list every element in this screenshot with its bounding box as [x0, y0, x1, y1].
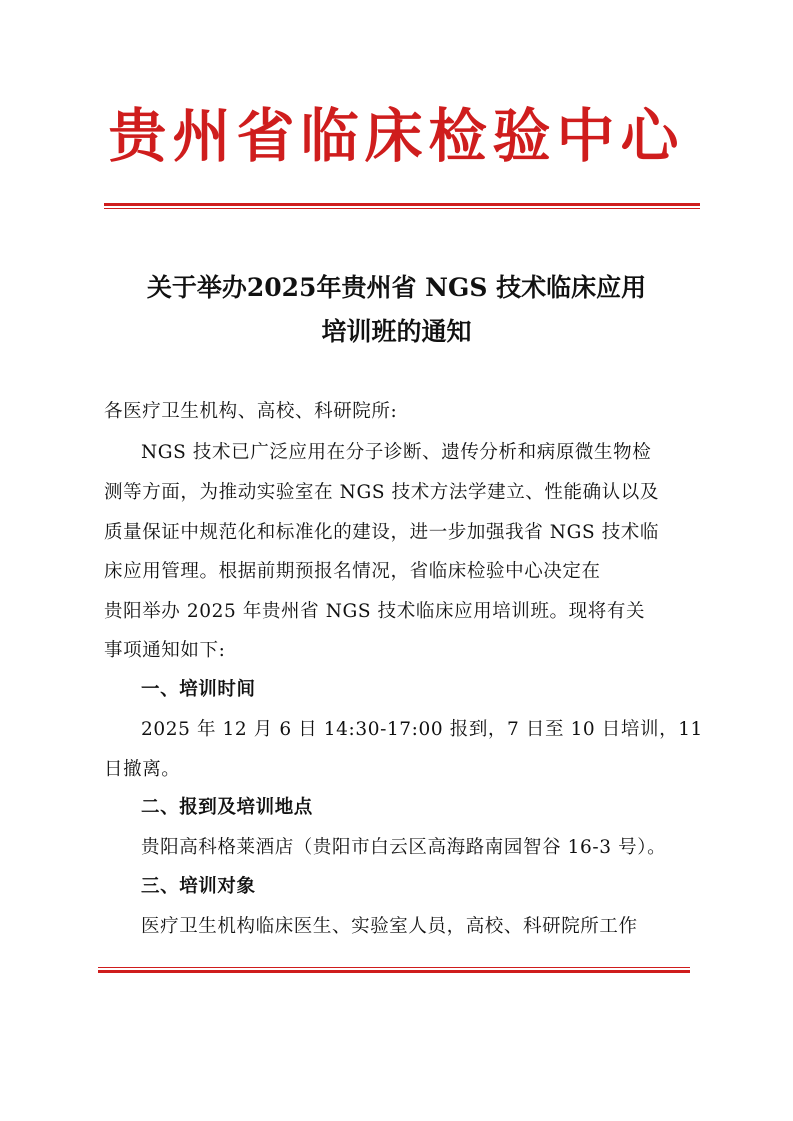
- section-heading-time: 一、培训时间: [141, 679, 256, 700]
- intro-line: NGS 技术已广泛应用在分子诊断、遗传分析和病原微生物检: [141, 442, 652, 463]
- intro-line: 床应用管理。根据前期预报名情况，省临床检验中心决定在: [104, 561, 601, 582]
- letterhead-divider-top: [104, 203, 700, 209]
- intro-line: 贵阳举办 2025 年贵州省 NGS 技术临床应用培训班。现将有关: [104, 601, 646, 622]
- salutation: 各医疗卫生机构、高校、科研院所:: [104, 401, 398, 422]
- intro-line: 测等方面，为推动实验室在 NGS 技术方法学建立、性能确认以及: [104, 482, 660, 503]
- section-time-line: 日撤离。: [104, 759, 181, 780]
- intro-line: 事项通知如下:: [104, 640, 226, 661]
- section-heading-audience: 三、培训对象: [141, 876, 256, 897]
- org-letterhead-title: 贵州省临床检验中心: [108, 102, 685, 170]
- section-time-line: 2025 年 12 月 6 日 14:30-17:00 报到，7 日至 10 日培训，11: [141, 719, 703, 740]
- section-location-line: 贵阳高科格莱酒店（贵阳市白云区高海路南园智谷 16-3 号）。: [141, 837, 667, 858]
- section-heading-location: 二、报到及培训地点: [141, 797, 313, 818]
- page-divider-bottom: [98, 967, 690, 973]
- section-audience-line: 医疗卫生机构临床医生、实验室人员，高校、科研院所工作: [141, 916, 638, 937]
- notice-title-line2: 培训班的通知: [321, 317, 472, 346]
- intro-line: 质量保证中规范化和标准化的建设，进一步加强我省 NGS 技术临: [104, 522, 660, 543]
- notice-title-line1: 关于举办2025年贵州省 NGS 技术临床应用: [146, 273, 647, 302]
